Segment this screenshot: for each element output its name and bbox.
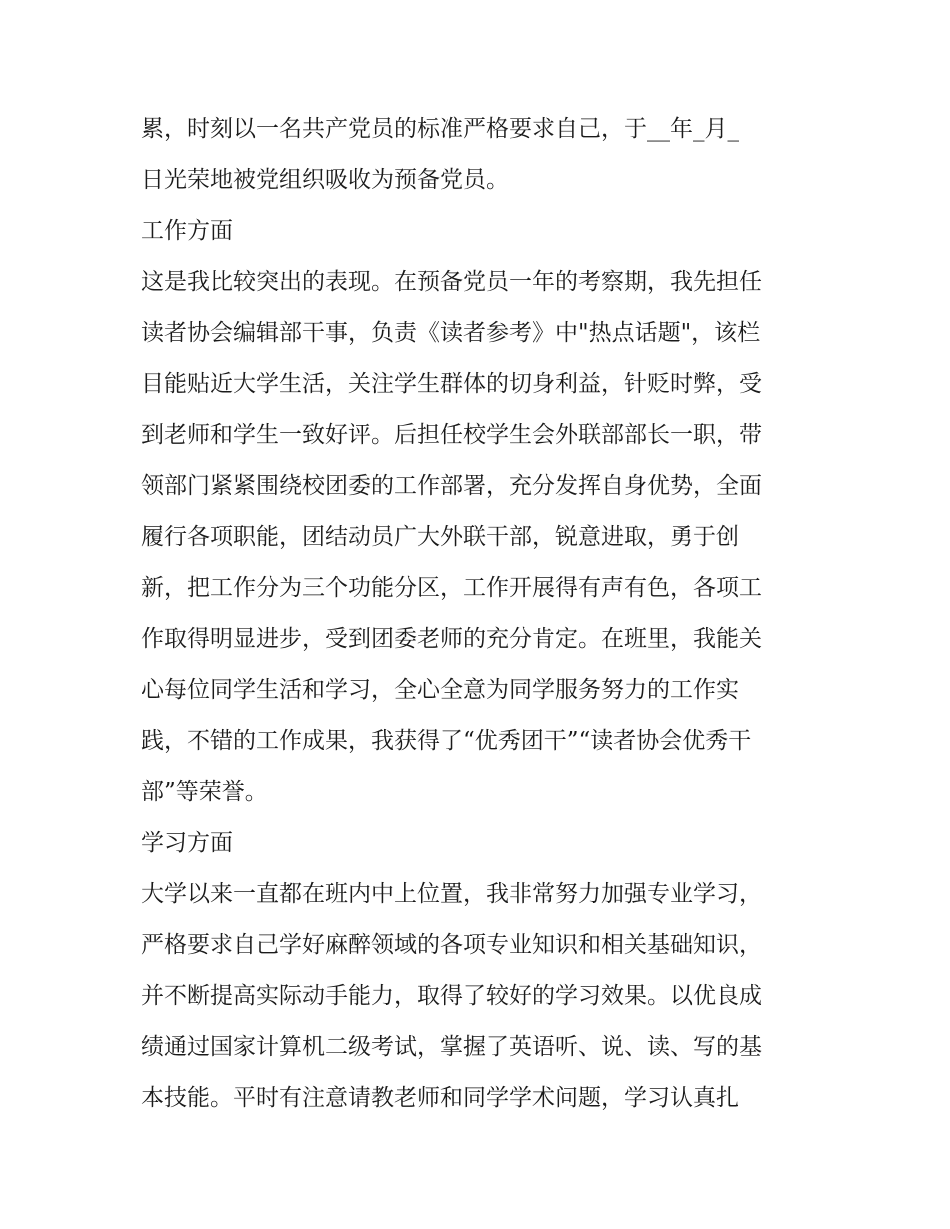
text-line: 到老师和学生一致好评。后担任校学生会外联部部长一职，带 [141, 422, 762, 448]
text-line: 大学以来一直都在班内中上位置，我非常努力加强专业学习， [141, 881, 762, 907]
text-line: 日光荣地被党组织吸收为预备党员。 [141, 167, 509, 193]
text-line: 作取得明显进步，受到团委老师的充分肯定。在班里，我能关 [141, 626, 762, 652]
text-line: 履行各项职能，团结动员广大外联干部，锐意进取，勇于创 [141, 524, 739, 550]
text-line: 心每位同学生活和学习，全心全意为同学服务努力的工作实 [141, 677, 739, 703]
text-line: 累，时刻以一名共产党员的标准严格要求自己，于__年_月_ [141, 116, 739, 142]
text-line: 目能贴近大学生活，关注学生群体的切身利益，针贬时弊，受 [141, 371, 762, 397]
document-body [141, 104, 821, 1124]
text-line: 领部门紧紧围绕校团委的工作部署，充分发挥自身优势，全面 [141, 473, 762, 499]
text-line: 本技能。平时有注意请教老师和同学学术问题，学习认真扎 [141, 1085, 739, 1111]
section-heading-study: 学习方面 [141, 830, 233, 856]
text-line: 读者协会编辑部干事，负责《读者参考》中"热点话题"，该栏 [141, 320, 761, 346]
text-line: 严格要求自己学好麻醉领域的各项专业知识和相关基础知识， [141, 932, 762, 958]
section-heading-work: 工作方面 [141, 218, 233, 244]
text-line: 并不断提高实际动手能力，取得了较好的学习效果。以优良成 [141, 983, 762, 1009]
text-line: 绩通过国家计算机二级考试，掌握了英语听、说、读、写的基 [141, 1034, 762, 1060]
text-line: 部”等荣誉。 [141, 779, 268, 805]
text-line: 新，把工作分为三个功能分区，工作开展得有声有色，各项工 [141, 575, 762, 601]
text-line: 践，不错的工作成果，我获得了“优秀团干”“读者协会优秀干 [141, 728, 752, 754]
text-line: 这是我比较突出的表现。在预备党员一年的考察期，我先担任 [141, 269, 762, 295]
